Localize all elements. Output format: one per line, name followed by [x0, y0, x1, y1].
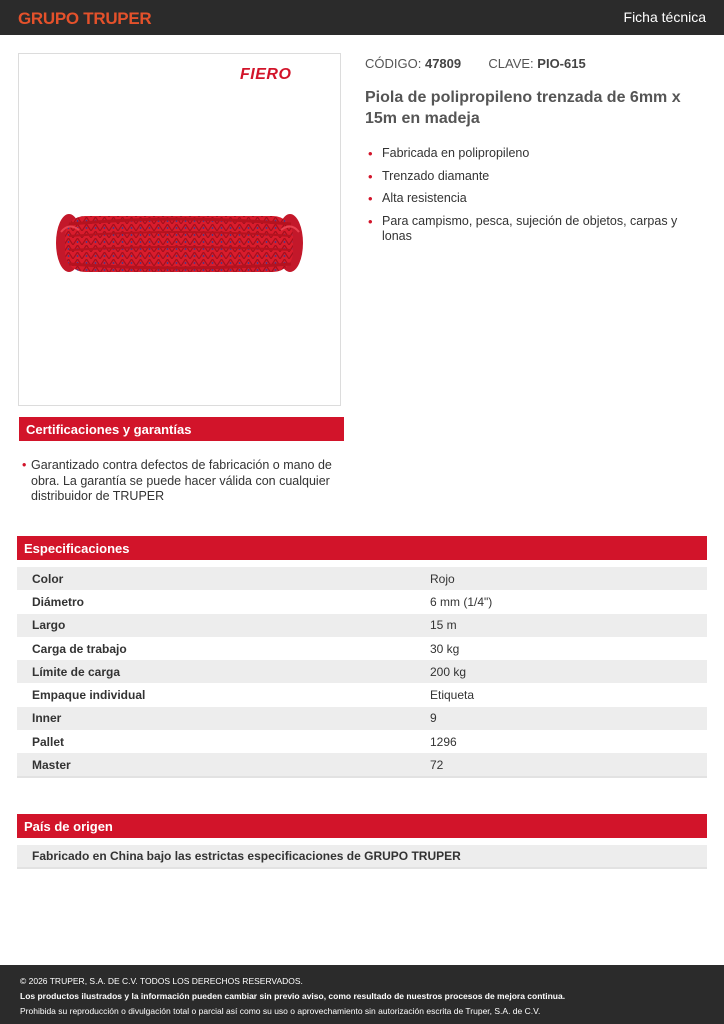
spec-label: Límite de carga [17, 660, 430, 683]
spec-value: 72 [430, 753, 707, 776]
origin-heading: País de origen [17, 814, 707, 838]
certifications-heading: Certificaciones y garantías [19, 417, 344, 441]
code-label: CÓDIGO: [365, 56, 422, 71]
product-title: Piola de polipropileno trenzada de 6mm x 15m en madeja [365, 89, 681, 127]
copyright-text: © 2026 TRUPER, S.A. DE C.V. TODOS LOS DERECHOS RESERVADOS. [20, 976, 303, 986]
spec-label: Pallet [32, 734, 65, 749]
list-item: • Fabricada en polipropileno [365, 146, 700, 161]
table-row [17, 730, 707, 753]
key-label: CLAVE: [488, 56, 534, 71]
warranty-text: • Garantizado contra defectos de fabricación o mano de obra. La garantía se puede hacer válida con cualquier distribuidor de TRUPER [22, 458, 340, 505]
specifications-table [17, 567, 707, 778]
spec-value: 9 [430, 707, 707, 730]
table-row [17, 660, 707, 683]
spec-label: Inner [17, 707, 430, 730]
spec-value: Rojo [430, 567, 707, 590]
spec-value: 6 mm (1/4") [430, 594, 493, 609]
table-row [17, 614, 707, 637]
change-notice-text: Los productos ilustrados y la información pueden cambiar sin previo aviso, como resultado de nuestros procesos de mejora continua. [20, 991, 566, 1001]
spec-label: Largo [17, 614, 430, 637]
table-row [17, 590, 707, 613]
list-item: • Trenzado diamante [365, 169, 700, 184]
spec-label: Empaque individual [32, 688, 146, 703]
key-value: PIO-615 [537, 56, 586, 71]
spec-value: 15 m [430, 614, 707, 637]
spec-label: Color [17, 567, 430, 590]
rope-image [55, 210, 305, 280]
rope-coils [56, 214, 303, 272]
feature-list [365, 146, 700, 251]
spec-label: Diámetro [32, 594, 85, 609]
table-row [17, 637, 707, 660]
footer [0, 965, 724, 1024]
spec-value: Etiqueta [430, 688, 475, 703]
list-item: • Alta resistencia [365, 191, 700, 206]
spec-value: 200 kg [430, 660, 707, 683]
product-image-panel [18, 53, 341, 406]
spec-value: 30 kg [430, 641, 460, 656]
brand-logo: GRUPO TRUPER [18, 9, 152, 28]
specifications-heading: Especificaciones [17, 536, 707, 560]
spec-label: Master [17, 753, 430, 776]
table-row [17, 753, 707, 776]
table-row [17, 707, 707, 730]
spec-value: 1296 [430, 734, 457, 749]
document-type: Ficha técnica [623, 9, 706, 25]
prohibition-text: Prohibida su reproducción o divulgación total o parcial así como su uso o aprovechamiento sin autorización escrita de Truper, S.A. de C.V. [20, 1006, 541, 1016]
list-item: • Para campismo, pesca, sujeción de objetos, carpas y lonas [365, 214, 700, 244]
table-row [17, 683, 707, 706]
product-codes [365, 56, 586, 71]
origin-text: Fabricado en China bajo las estrictas especificaciones de GRUPO TRUPER [17, 845, 707, 869]
top-bar [0, 0, 724, 35]
fiero-logo: FIERO [240, 66, 292, 83]
table-row [17, 567, 707, 590]
code-value: 47809 [424, 56, 462, 71]
spec-label: Carga de trabajo [32, 641, 127, 656]
